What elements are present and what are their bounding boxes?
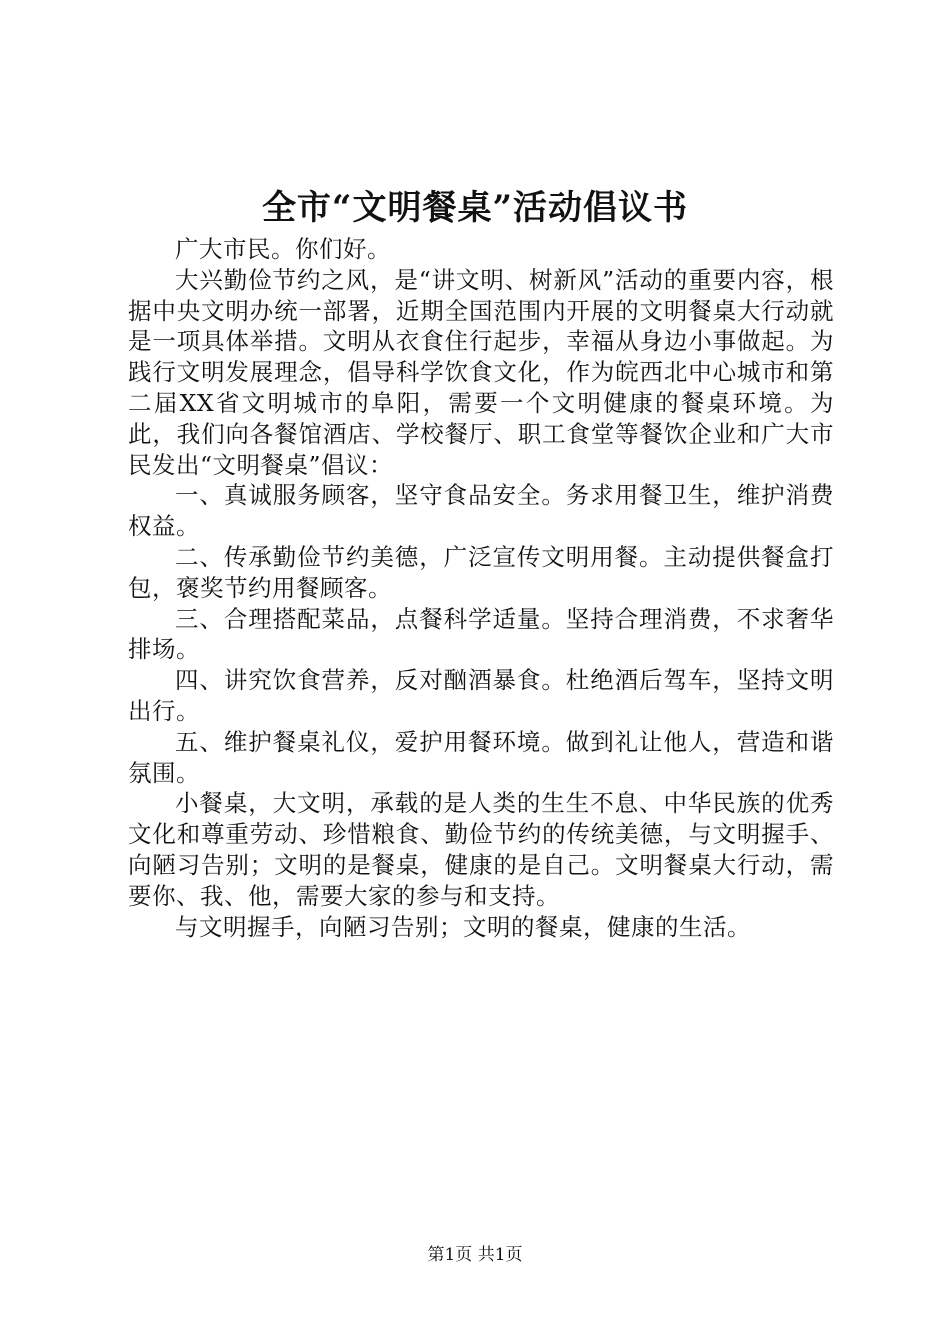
- proposal-item-5: 五、维护餐桌礼仪，爱护用餐环境。做到礼让他人，营造和谐氛围。: [128, 727, 834, 787]
- proposal-item-3: 三、合理搭配菜品，点餐科学适量。坚持合理消费，不求奢华排场。: [128, 604, 834, 664]
- proposal-item-1: 一、真诚服务顾客，坚守食品安全。务求用餐卫生，维护消费权益。: [128, 481, 834, 541]
- page-number-footer: 第1页 共1页: [427, 1245, 523, 1265]
- intro-paragraph: 大兴勤俭节约之风，是“讲文明、树新风”活动的重要内容，根据中央文明办统一部署，近期全国范围内开展的文明餐桌大行动就是一项具体举措。文明从衣食住行起步，幸福从身边小事做起。为践行文明发展理念，倡导科学饮食文化，作为皖西北中心城市和第二届XX省文明城市的阜阳，需要一个文明健康的餐桌环境。为此，我们向各餐馆酒店、学校餐厅、职工食堂等餐饮企业和广大市民发出“文明餐桌”倡议：: [128, 265, 834, 479]
- document-body: [128, 234, 834, 942]
- document-title: 全市“文明餐桌”活动倡议书: [261, 188, 689, 228]
- slogan-paragraph: 与文明握手，向陋习告别；文明的餐桌，健康的生活。: [175, 912, 751, 941]
- proposal-item-2: 二、传承勤俭节约美德，广泛宣传文明用餐。主动提供餐盒打包，褒奖节约用餐顾客。: [128, 542, 834, 602]
- closing-paragraph: 小餐桌，大文明，承载的是人类的生生不息、中华民族的优秀文化和尊重劳动、珍惜粮食、勤俭节约的传统美德，与文明握手、向陋习告别；文明的是餐桌，健康的是自己。文明餐桌大行动，需要你、我、他，需要大家的参与和支持。: [128, 789, 834, 910]
- greeting-paragraph: 广大市民。你们好。: [175, 235, 391, 263]
- proposal-item-4: 四、讲究饮食营养，反对酗酒暴食。杜绝酒后驾车，坚持文明出行。: [128, 666, 834, 725]
